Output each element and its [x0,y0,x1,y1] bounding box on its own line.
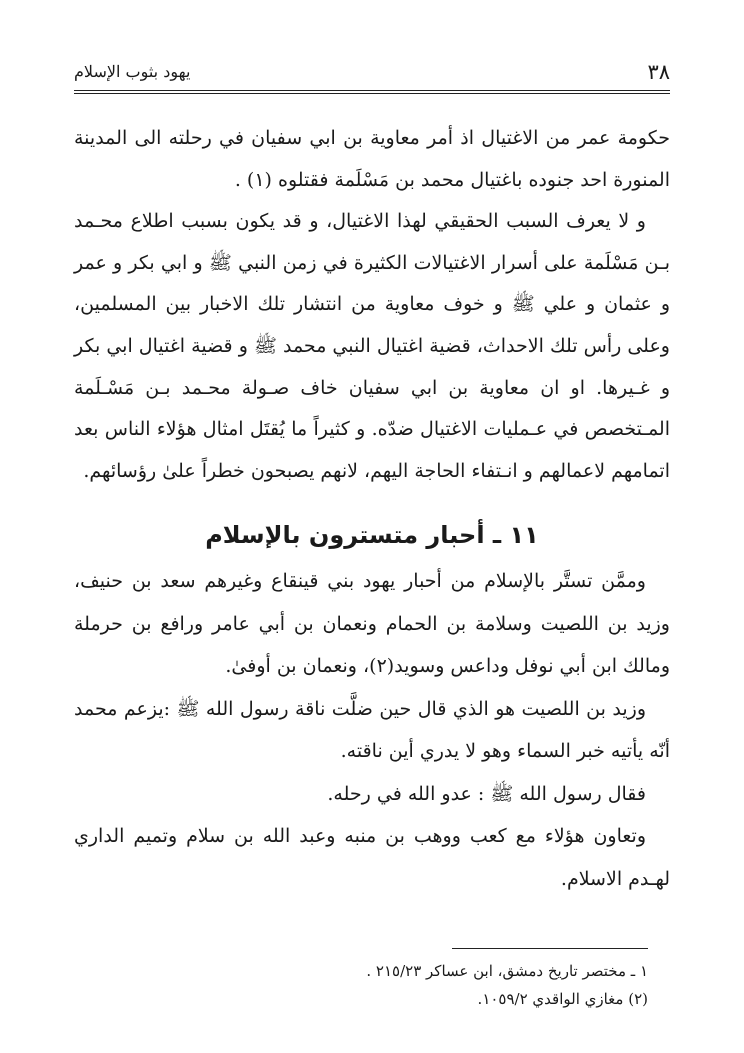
body-text-bottom [74,560,670,900]
running-title: يهود بثوب الإسلام [74,62,191,81]
paragraph: وممَّن تستَّر بالإسلام من أحبار يهود بني قينقاع وغيرهم سعد بن حنيف، وزيد بن اللصيت وسلامة بن الحمام ونعمان بن أبي عامر ورافع بن حرملة ومالك ابن أبي نوفل وداعس وسويد(٢)، ونعمان بن أوفىٰ. [74,570,670,677]
paragraph: حكومة عمر من الاغتيال اذ أمر معاوية بن ابي سفيان في رحلته الى المدينة المنورة احد جنوده باغتيال محمد بن مَسْلَمة فقتلوه (١) . [74,127,670,191]
footnotes [74,957,648,1013]
paragraph: وتعاون هؤلاء مع كعب ووهب بن منبه وعبد الله بن سلام وتميم الداري لهـدم الاسلام. [74,825,670,890]
paragraph: فقال رسول الله ﷺ : عدو الله في رحله. [327,782,646,805]
page-number: ٣٨ [647,60,670,84]
header-rule [74,90,670,94]
footnote-rule [452,948,648,949]
section-heading: ١١ ـ أحبار متسترون بالإسلام [205,521,539,549]
body-text-top [74,118,670,492]
paragraph: و لا يعرف السبب الحقيقي لهذا الاغتيال، و قد يكون بسبب اطلاع محـمد بـن مَسْلَمة على أسرار الاغتيالات الكثيرة في زمن النبي ﷺ و ابي بكر و عمر و عثمان و علي ﷺ و خوف معاوية من انتشار تلك الاخبار بين المسلمين، وعلى رأس تلك الاحداث، قضية اغتيال النبي محمد ﷺ و قضية اغتيال ابي بكر و غـيرها. او ان معاوية بن ابي سفيان خاف صـولة محـمد بـن مَسْـلَمة المـتخصص في عـمليات الاغتيال ضدّه. و كثيراً ما يُقتَل امثال هؤلاء الناس بعد اتمامهم لاعمالهم و انـتفاء الحاجة اليهم، لانهم يصبحون خطراً علىٰ رؤسائهم. [74,210,670,482]
footnote: ١ ـ مختصر تاريخ دمشق، ابن عساكر ٢١٥/٢٣ . [366,962,648,980]
paragraph: وزيد بن اللصيت هو الذي قال حين ضلَّت ناقة رسول الله ﷺ :يزعم محمد أنّه يأتيه خبر السماء وهو لا يدري أين ناقته. [74,697,670,762]
page-header [74,58,670,88]
footnote: (٢) مغازي الواقدي ١٠٥٩/٢. [477,990,648,1008]
